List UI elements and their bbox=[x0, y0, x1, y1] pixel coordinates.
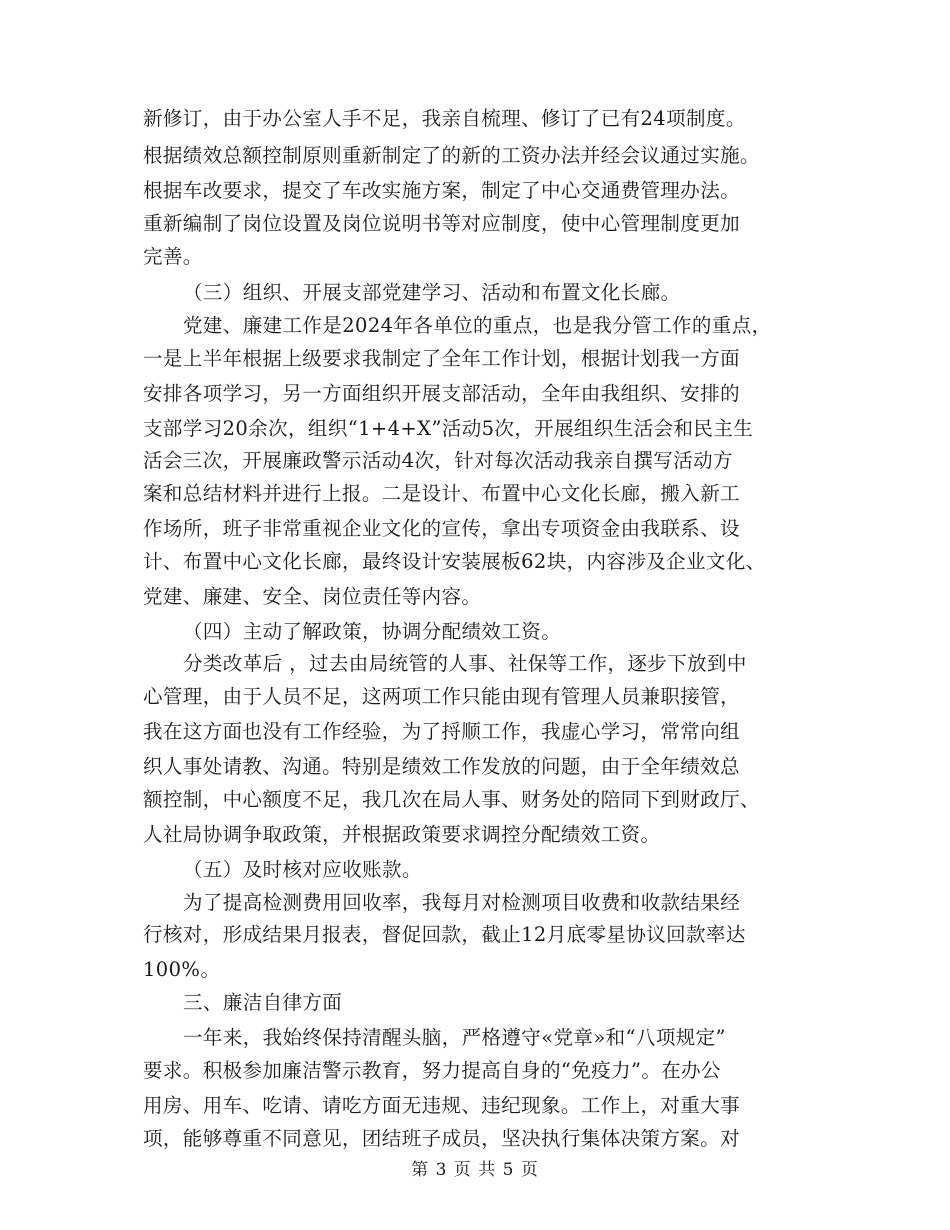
section-heading: 三、廉洁自律方面 bbox=[183, 991, 343, 1014]
text-line: 100%。 bbox=[143, 958, 221, 981]
paragraph-start-line: 党建、廉建工作是2024年各单位的重点，也是我分管工作的重点， bbox=[183, 314, 772, 337]
text-line: 重新编制了岗位设置及岗位说明书等对应制度，使中心管理制度更加 bbox=[143, 212, 741, 235]
text-line: 一是上半年根据上级要求我制定了全年工作计划，根据计划我一方面 bbox=[143, 347, 741, 370]
text-line: 新修订，由于办公室人手不足，我亲自梳理、修订了已有24项制度。 bbox=[143, 107, 746, 130]
text-line: 党建、廉建、安全、岗位责任等内容。 bbox=[143, 585, 482, 608]
text-line: 行核对，形成结果月报表，督促回款，截止12月底零星协议回款率达 bbox=[143, 923, 746, 946]
paragraph-start-line: 一年来，我始终保持清醒头脑，严格遵守«党章»和“八项规定” bbox=[183, 1026, 726, 1049]
section-heading: （五）及时核对应收账款。 bbox=[183, 858, 422, 881]
text-line: 根据车改要求，提交了车改实施方案，制定了中心交通费管理办法。 bbox=[143, 179, 741, 202]
text-line: 我在这方面也没有工作经验，为了捋顺工作，我虚心学习，常常向组 bbox=[143, 720, 741, 743]
text-line: 根据绩效总额控制原则重新制定了的新的工资办法并经会议通过实施。 bbox=[143, 144, 760, 167]
text-line: 支部学习20余次，组织“1+4+X”活动5次，开展组织生活会和民主生 bbox=[143, 417, 754, 440]
text-line: 活会三次，开展廉政警示活动4次，针对每次活动我亲自撰写活动方 bbox=[143, 449, 733, 472]
text-line: 计、布置中心文化长廊，最终设计安装展板62块，内容涉及企业文化、 bbox=[143, 550, 766, 573]
text-line: 作场所，班子非常重视企业文化的宣传，拿出专项资金由我联系、设 bbox=[143, 517, 741, 540]
text-line: 用房、用车、吃请、请吃方面无违规、违纪现象。工作上，对重大事 bbox=[143, 1094, 741, 1117]
text-line: 案和总结材料并进行上报。二是设计、布置中心文化长廊，搬入新工 bbox=[143, 482, 741, 505]
text-line: 项，能够尊重不同意见，团结班子成员，坚决执行集体决策方案。对 bbox=[143, 1127, 741, 1150]
text-line: 人社局协调争取政策，并根据政策要求调控分配绩效工资。 bbox=[143, 823, 661, 846]
paragraph-start-line: 分类改革后 ，过去由局统管的人事、社保等工作，逐步下放到中 bbox=[183, 652, 747, 675]
text-line: 心管理，由于人员不足，这两项工作只能由现有管理人员兼职接管， bbox=[143, 685, 741, 708]
text-line: 织人事处请教、沟通。特别是绩效工作发放的问题，由于全年绩效总 bbox=[143, 755, 741, 778]
page-footer: 第 3 页 共 5 页 bbox=[411, 1160, 539, 1180]
text-line: 完善。 bbox=[143, 245, 203, 268]
text-line: 额控制，中心额度不足，我几次在局人事、财务处的陪同下到财政厅、 bbox=[143, 788, 760, 811]
text-line: 安排各项学习，另一方面组织开展支部活动，全年由我组织、安排的 bbox=[143, 382, 741, 405]
section-heading: （四）主动了解政策，协调分配绩效工资。 bbox=[183, 620, 562, 643]
paragraph-start-line: 为了提高检测费用回收率，我每月对检测项目收费和收款结果经 bbox=[183, 891, 741, 914]
text-line: 要求。积极参加廉洁警示教育，努力提高自身的“免疫力”。在办公 bbox=[143, 1059, 721, 1082]
section-heading: （三）组织、开展支部党建学习、活动和布置文化长廊。 bbox=[183, 281, 681, 304]
